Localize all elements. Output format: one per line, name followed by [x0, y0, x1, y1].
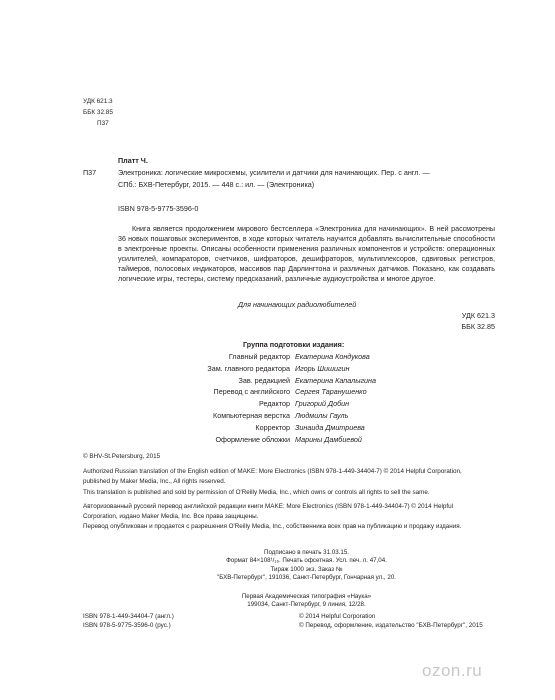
staff-name: Марины Дамбиевой [295, 434, 362, 444]
legal-en-2-line: This translation is published and sold by permission of O'Reilly Media, Inc., which owns or controls all rights to sell the same. [83, 489, 430, 496]
author-code: П37 [83, 168, 97, 177]
legal-ru-2-line: Перевод опубликован и продается с разрешения O'Reilly Media, Inc., собственника всех прав на публикацию и продажу издания. [83, 523, 462, 530]
title-line-2: СПб.: БХВ-Петербург, 2015. — 448 с.: ил. — (Электроника) [118, 180, 315, 189]
legal-ru-1 [83, 502, 453, 521]
catalog-code: П37 [97, 120, 109, 127]
annotation-paragraph: Книга является продолжением мирового бестселлера «Электроника для начинающих». В ней рассмотрены 36 новых пошаговых экспериментов, в ходе которых читатель научится добавлять вычислительные способности в электронные проекты. Описаны особенности применения различных компонентов и устройств: операционных усилителей, компараторов, счетчиков, шифраторов, дешифраторов, мультиплексоров, сдвиговых регистров, таймеров, полосовых индикаторов, массивов пар Дарлингтона и различных датчиков. Показано, как создавать логические игры, тестеры, систему предсказаний, различные аудиоустройства и многое другое. [118, 225, 495, 283]
legal-ru-1-line: Авторизованный русский перевод английской редакции книги MAKE: More Electronics (ISBN 978-1-449-34404-7) © 2014 Helpful [83, 503, 454, 510]
staff-heading: Группа подготовки издания: [243, 340, 345, 349]
author-name: Платт Ч. [118, 156, 148, 165]
copyright-line: © Перевод, оформление, издательство "БХВ-Петербург", 2015 [299, 622, 483, 630]
staff-name: Екатерина Кондукова [295, 352, 370, 361]
staff-role: Оформление обложки [215, 434, 290, 444]
printer-info-line: 199034, Санкт-Петербург, 9 линия, 12/28. [247, 601, 366, 609]
staff-row [171, 375, 376, 387]
staff-row [171, 351, 376, 363]
bbk-right: ББК 32.85 [461, 322, 495, 331]
legal-ru-1-line: Corporation, издано Maker Media, Inc. Все права защищены. [83, 512, 259, 520]
staff-row [171, 398, 376, 410]
udk-code: УДК 621.3 [83, 98, 113, 105]
isbn-main: ISBN 978-5-9775-3596-0 [118, 204, 199, 213]
staff-row [171, 410, 376, 422]
print-info-line: Тираж 1000 экз. Заказ № [270, 565, 343, 573]
staff-role: Компьютерная верстка [213, 410, 290, 420]
copyright-bottom [299, 612, 483, 631]
title-line-1: Электроника: логические микросхемы, усилители и датчики для начинающих. Пер. с англ. — [118, 168, 430, 177]
staff-role: Редактор [259, 399, 290, 409]
staff-row [171, 434, 376, 446]
isbn-line: ISBN 978-1-449-34404-7 (англ.) [83, 613, 174, 620]
staff-row [171, 422, 376, 434]
staff-role: Зав. редакцией [238, 375, 290, 385]
udk-right: УДК 621.3 [461, 311, 495, 320]
audience-note: Для начинающих радиолюбителей [238, 300, 357, 309]
staff-row [171, 363, 376, 375]
legal-en-1-line: Authorized Russian translation of the English edition of MAKE: More Electronics (ISBN 978-1-449-34404-7) © 2014 Helpful Corporation, [83, 468, 462, 475]
printer-info-line: Первая Академическая типография «Наука» [241, 593, 372, 600]
print-info-line: Формат 84×108¹/₁₆. Печать офсетная. Усл. печ. л. 47,04. [226, 557, 387, 565]
staff-name: Григорий Добин [295, 399, 350, 409]
staff-name: Сергея Таранушенко [295, 387, 367, 397]
legal-ru-2 [83, 522, 461, 532]
legal-en-1 [83, 467, 462, 486]
staff-role: Зам. главного редактора [207, 363, 290, 373]
printer-info [118, 593, 495, 610]
ozon-watermark: ozon.ru [422, 661, 483, 680]
copyright-line: © 2014 Helpful Corporation [299, 613, 376, 620]
bbk-code: ББК 32.85 [83, 109, 113, 116]
staff-row [171, 386, 376, 398]
print-info-line: "БХВ-Петербург", 191036, Санкт-Петербург, Гончарная ул., 20. [217, 574, 396, 582]
isbn-line: ISBN 978-5-9775-3596-0 (рус.) [83, 622, 171, 630]
staff-role: Корректор [255, 422, 290, 432]
staff-name: Игорь Шишигин [295, 363, 350, 373]
staff-name: Людмилы Гауль [295, 410, 349, 420]
isbn-bottom [83, 612, 174, 631]
staff-role: Перевод с английского [213, 387, 290, 397]
print-info-line: Подписано в печать 31.03.15. [264, 549, 349, 556]
copyright-bhv: © BHV-St.Petersburg, 2015 [83, 453, 161, 460]
print-info [118, 549, 495, 583]
legal-en-1-line: published by Maker Media, Inc., All rights reserved. [83, 477, 226, 485]
legal-en-2 [83, 488, 430, 498]
staff-list [171, 351, 376, 445]
staff-name: Екатерина Капалыгина [295, 375, 376, 385]
staff-role: Главный редактор [228, 352, 290, 361]
staff-name: Зинаида Дмитриева [295, 422, 365, 432]
